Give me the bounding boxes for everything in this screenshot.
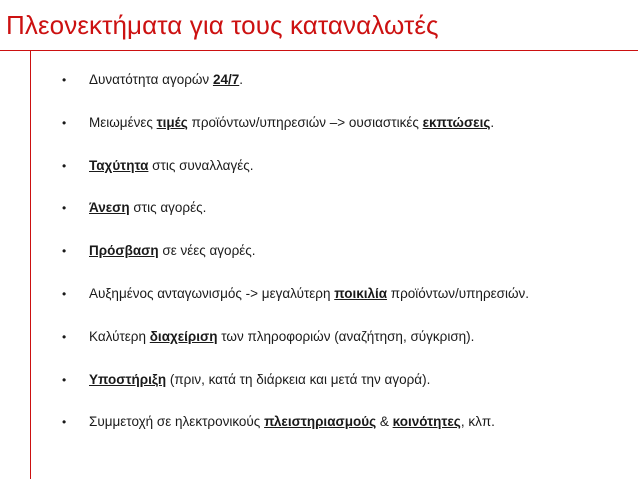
bullet-point-icon: • — [62, 73, 67, 87]
bullet-text: προϊόντων/υπηρεσιών –> ουσιαστικές — [187, 114, 423, 130]
emphasized-term: πλειστηριασμούς — [264, 414, 377, 430]
bullet-item — [62, 71, 243, 89]
bullet-text: Καλύτερη — [89, 328, 150, 344]
bullet-item — [62, 157, 253, 175]
emphasized-term: ποικιλία — [334, 286, 388, 301]
bullet-text: στις αγορές. — [129, 200, 207, 216]
bullet-item — [62, 199, 206, 217]
bullet-text: στις συναλλαγές. — [148, 157, 254, 173]
bullet-point-icon: • — [62, 115, 67, 130]
bullet-text: Μειωμένες — [89, 114, 157, 130]
left-margin-rule — [30, 50, 31, 479]
bullet-point-icon: • — [62, 329, 67, 344]
bullet-item — [62, 285, 529, 303]
bullet-item — [62, 413, 495, 431]
emphasized-term: Πρόσβαση — [89, 243, 159, 259]
title-underline-rule — [0, 50, 638, 51]
bullet-item — [62, 371, 430, 389]
bullet-text: . — [239, 72, 243, 87]
bullet-item — [62, 242, 256, 260]
bullet-text: των πληροφοριών (αναζήτηση, σύγκριση). — [217, 328, 475, 344]
emphasized-term: διαχείριση — [149, 328, 218, 344]
bullet-text: Αυξημένος ανταγωνισμός -> μεγαλύτερη — [89, 286, 335, 301]
bullet-point-icon: • — [62, 372, 67, 387]
bullet-text: & — [376, 414, 393, 430]
bullet-point-icon: • — [62, 415, 67, 430]
emphasized-term: Ταχύτητα — [89, 157, 149, 173]
emphasized-term: Άνεση — [89, 200, 130, 216]
emphasized-term: τιμές — [156, 114, 188, 130]
emphasized-term: 24/7 — [212, 72, 240, 87]
bullet-text: Συμμετοχή σε ηλεκτρονικούς — [89, 414, 265, 430]
bullet-point-icon: • — [62, 244, 67, 259]
bullet-text: , κλπ. — [460, 414, 495, 430]
bullet-text: Δυνατότητα αγορών — [89, 72, 213, 87]
emphasized-term: εκπτώσεις — [422, 114, 491, 130]
emphasized-term: Υποστήριξη — [89, 371, 167, 387]
bullet-text: σε νέες αγορές. — [158, 243, 256, 259]
bullet-point-icon: • — [62, 287, 67, 301]
bullet-point-icon: • — [62, 158, 67, 173]
bullet-item — [62, 328, 474, 346]
bullet-item — [62, 114, 494, 132]
bullet-point-icon: • — [62, 201, 67, 216]
emphasized-term: κοινότητες — [392, 414, 461, 430]
bullet-text: προϊόντων/υπηρεσιών. — [387, 286, 530, 301]
bullet-text: . — [490, 114, 495, 130]
bullet-text: (πριν, κατά τη διάρκεια και μετά την αγορά). — [166, 371, 431, 387]
slide-title: Πλεονεκτήματα για τους καταναλωτές — [6, 10, 439, 40]
